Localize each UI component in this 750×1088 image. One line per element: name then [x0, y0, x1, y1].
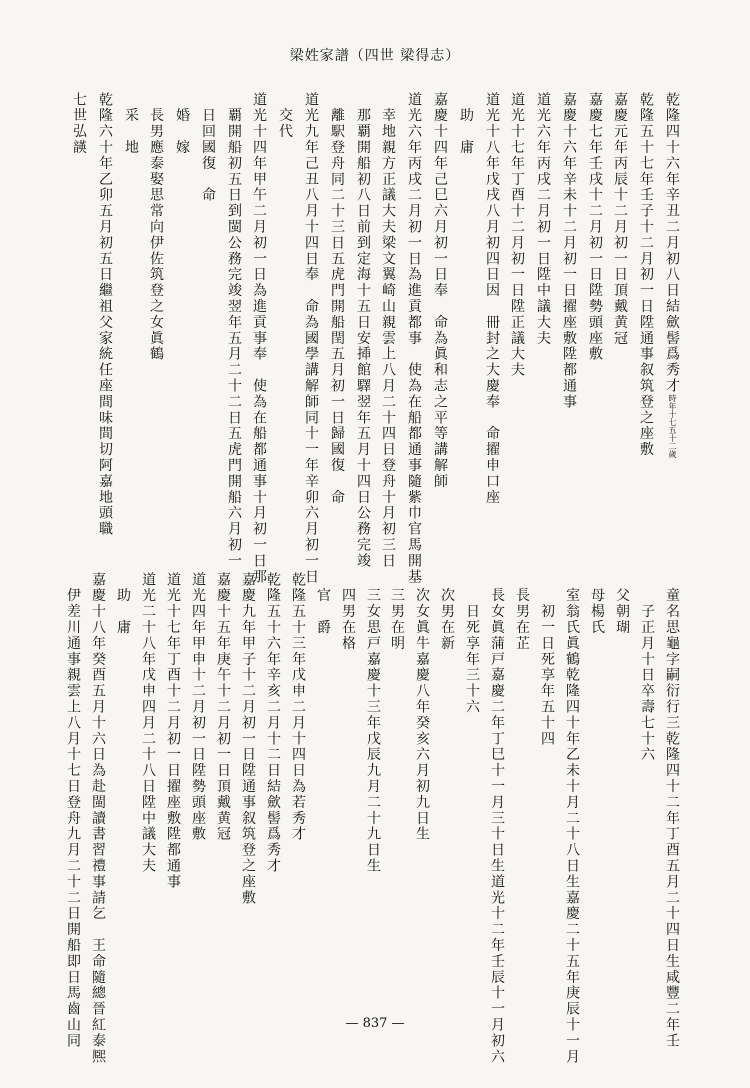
bottom-column: [291, 572, 305, 842]
bottom-column: [366, 572, 380, 874]
column-text: 道光二十八年戊申四月二十八日陞中議大夫: [140, 572, 156, 875]
column-text: 七世弘韺: [71, 92, 87, 156]
column-text: 室翁氏眞鶴乾隆四十年乙未十月二十八日生嘉慶二十五年庚辰十一月: [564, 572, 580, 1065]
page-number: — 837 —: [345, 1016, 405, 1031]
column-text: 道光六年丙戌二月初一日陞中議大夫: [535, 92, 551, 347]
bottom-column: [565, 572, 579, 1065]
bottom-column: [66, 572, 80, 1049]
bottom-column: [540, 572, 554, 747]
bottom-column: [116, 572, 130, 636]
column-text: 道光十八年戊戌八月初四日因 冊封之大慶奉 命擢申口座: [484, 92, 500, 506]
column-text: 道光十四年甲午二月初一日為進貢事奉 使為在船都通事十月初一日那: [251, 92, 267, 585]
column-text: 交代: [277, 92, 293, 140]
top-column: [381, 92, 395, 569]
top-column: [665, 92, 679, 458]
column-text: 三男在明: [389, 572, 405, 652]
top-column: [356, 92, 370, 569]
column-text: 長女眞蒲戸嘉慶二年丁巳十一月三十日生道光十二年壬辰十一月初六: [489, 572, 505, 1065]
bottom-column: [241, 572, 255, 906]
column-text: 日死享年三十六: [464, 572, 480, 716]
column-text: 初一日死享年五十四: [539, 572, 555, 747]
top-column: [149, 92, 163, 362]
top-column: [201, 92, 215, 203]
column-text: 父朝瑚: [614, 572, 630, 636]
column-text: 子正月十日卒壽七十六: [639, 572, 655, 763]
top-column: [485, 92, 499, 505]
running-header: 梁姓家譜（四世 梁得志）: [289, 48, 461, 64]
bottom-column: [490, 572, 504, 1065]
inline-note: 時年十七五十二歲: [668, 394, 677, 459]
column-text: 采 地: [123, 92, 139, 156]
top-column: [536, 92, 550, 346]
top-column: [278, 92, 292, 140]
column-text: 乾隆四十六年辛丑二月初八日結歛髻爲秀才: [664, 92, 680, 395]
bottom-column: [640, 572, 654, 763]
column-text: 嘉慶十六年辛未十二月初一日擢座敷陞都通事: [561, 92, 577, 410]
column-text: 長男應泰娶思常向伊佐筑登之女眞鶴: [148, 92, 164, 363]
column-text: 乾隆五十三年戊申二月十四日為若秀才: [290, 572, 306, 843]
bottom-column: [341, 572, 355, 652]
column-text: 嘉慶九年甲子十二月初一日陞通事叙筑登之座敷: [240, 572, 256, 906]
column-text: 次女眞牛嘉慶八年癸亥六月初九日生: [414, 572, 430, 843]
column-text: 道光六年丙戌二月初一日為進貢都事 使為在船都通事隨紫巾官馬開基: [406, 92, 422, 585]
top-column: [304, 92, 318, 585]
bottom-column: [515, 572, 529, 652]
column-text: 嘉慶十五年庚午十二月初一日頂戴黄冠: [215, 572, 231, 843]
column-text: 長男在芷: [514, 572, 530, 652]
top-column: [407, 92, 421, 585]
column-text: 婚 嫁: [174, 92, 190, 156]
bottom-column: [415, 572, 429, 842]
column-text: 童名思龜字嗣衍行三乾隆四十二年丁酉五月二十四日生咸豐二年壬: [664, 572, 680, 1049]
column-text: 嘉慶元年丙辰十二月初一日頂戴黄冠: [612, 92, 628, 347]
column-text: 次男在新: [439, 572, 455, 652]
bottom-column: [91, 572, 105, 1065]
column-text: 道光九年己丑八月十四日奉 命為國學講解師同十一年辛卯六月初一日: [303, 92, 319, 585]
column-text: 離駅登舟同二十三日五虎門開船閏五月初一日歸國復 命: [329, 92, 345, 506]
bottom-column: [465, 572, 479, 715]
top-column: [175, 92, 189, 156]
bottom-column: [191, 572, 205, 842]
bottom-column: [141, 572, 155, 874]
column-text: 四男在格: [340, 572, 356, 652]
column-text: 覇開船初五日到閩公務完竣翌年五月二十二日五虎門開船六月初一: [226, 92, 242, 569]
column-text: 日回國復 命: [200, 92, 216, 204]
column-text: 嘉慶十四年己巳六月初一日奉 命為眞和志之平等講解師: [432, 92, 448, 490]
column-text: 道光四年甲申十二月初一日陞勢頭座敷: [190, 572, 206, 843]
column-text: 伊差川通事親雲上八月十七日登舟九月二十二日開船即日馬齒山同: [65, 572, 81, 1049]
column-text: 乾隆五十六年辛亥二月十二日結歛髻爲秀才: [265, 572, 281, 875]
column-text: 道光十七年丁酉十二月初一日陞正議大夫: [509, 92, 525, 379]
bottom-column: [665, 572, 679, 1049]
top-column: [459, 92, 473, 156]
column-text: 嘉慶十八年癸酉五月十六日為赴閩讀書習禮事請乞 王命隨總晉紅泰熈: [90, 572, 106, 1065]
bottom-column: [316, 572, 330, 636]
bottom-column: [216, 572, 230, 842]
top-column: [72, 92, 86, 156]
column-text: 乾隆六十年乙卯五月初五日繼祖父家統任座間味間切阿嘉地頭職: [97, 92, 113, 538]
bottom-column: [266, 572, 280, 874]
column-text: 那覇開船初八日前到定海十五日安揷館驛翌年五月十四日公務完竣: [355, 92, 371, 569]
bottom-column: [615, 572, 629, 636]
top-column: [613, 92, 627, 346]
top-column: [588, 92, 602, 362]
column-text: 官 爵: [315, 572, 331, 636]
top-column: [562, 92, 576, 410]
column-text: 道光十七年丁酉十二月初一日擢座敷陞都通事: [165, 572, 181, 890]
column-text: 助 庸: [458, 92, 474, 156]
bottom-column: [590, 572, 604, 636]
column-text: 幸地親方正議大夫梁文翼崎山親雲上八月二十四日登舟十月初三日: [380, 92, 396, 569]
bottom-column: [390, 572, 404, 652]
top-column: [227, 92, 241, 569]
column-text: 三女思戸嘉慶十三年戊辰九月二十九日生: [365, 572, 381, 875]
top-column: [510, 92, 524, 378]
bottom-column: [166, 572, 180, 890]
top-column: [252, 92, 266, 585]
top-column: [433, 92, 447, 490]
column-text: 母楊氏: [589, 572, 605, 636]
top-column: [98, 92, 112, 537]
bottom-column: [440, 572, 454, 652]
top-column: [124, 92, 138, 156]
column-text: 助 庸: [115, 572, 131, 636]
top-column: [639, 92, 653, 458]
column-text: 乾隆五十七年壬子十二月初一日陞通事叙筑登之座敷: [638, 92, 654, 458]
top-column: [330, 92, 344, 505]
column-text: 嘉慶七年壬戌十二月初一日陞勢頭座敷: [587, 92, 603, 363]
